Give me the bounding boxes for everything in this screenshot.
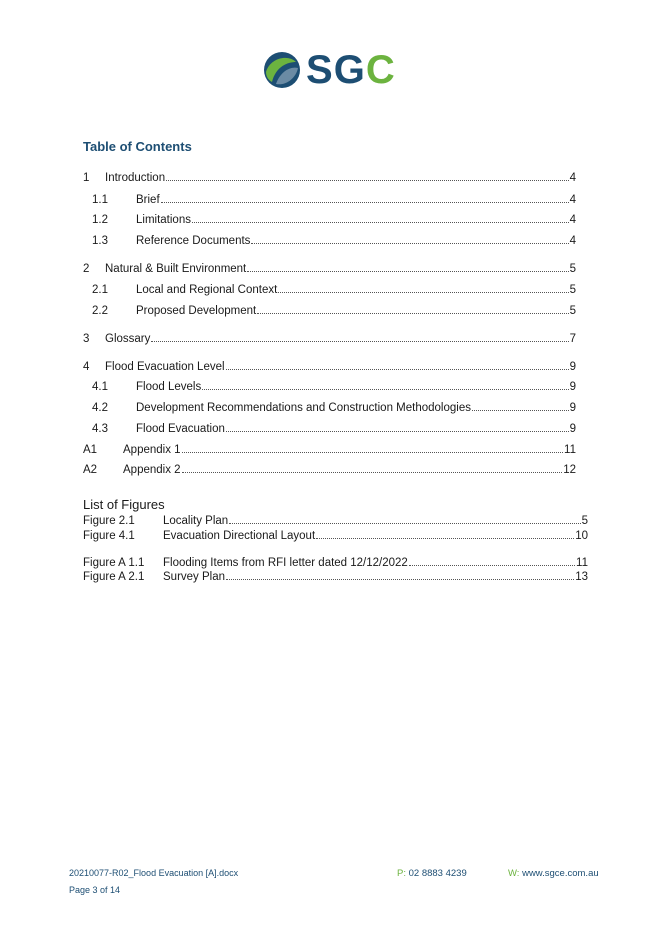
toc-leader-dots: [182, 463, 563, 473]
toc-entry-number: 2.1: [92, 284, 108, 296]
toc-entry-label: Brief: [136, 194, 160, 206]
figure-entry[interactable]: [83, 514, 588, 528]
toc-entry[interactable]: [83, 171, 576, 185]
toc-entry-number: 1.2: [92, 214, 108, 226]
toc-leader-dots: [182, 443, 564, 453]
toc-entry-number: 4.1: [92, 381, 108, 393]
figure-entry-label: Evacuation Directional Layout: [163, 530, 316, 542]
web-label: W:: [508, 868, 520, 879]
toc-entry-label: Introduction: [105, 172, 166, 184]
toc-entry-label: Development Recommendations and Construction Methodologies: [136, 402, 471, 414]
toc-leader-dots: [257, 304, 568, 314]
toc-entry[interactable]: [92, 422, 576, 436]
figure-entry[interactable]: [83, 556, 588, 570]
logo-letter-g: G: [333, 48, 366, 92]
footer-filename: 20210077-R02_Flood Evacuation [A].docx: [69, 868, 239, 878]
toc-entry-page: 9: [569, 402, 576, 414]
sgc-logo: [262, 48, 412, 92]
figure-entry-label: Locality Plan: [163, 515, 229, 527]
toc-entry[interactable]: [83, 262, 576, 276]
toc-leader-dots: [202, 380, 568, 390]
figure-entry-page: 10: [575, 530, 588, 542]
toc-entry[interactable]: [92, 304, 576, 318]
toc-entry-number: 3: [83, 333, 90, 345]
toc-entry[interactable]: [83, 443, 576, 457]
toc-leader-dots: [151, 332, 568, 342]
toc-entry-page: 5: [569, 263, 576, 275]
toc-entry-number: 4: [83, 361, 90, 373]
toc-entry-label: Flood Levels: [136, 381, 202, 393]
toc-entry-label: Limitations: [136, 214, 191, 226]
toc-entry[interactable]: [92, 193, 576, 207]
figure-entry-label: Flooding Items from RFI letter dated 12/12/2022: [163, 557, 408, 569]
figure-leader-dots: [316, 529, 574, 539]
figure-entry-page: 5: [581, 515, 588, 527]
web-url[interactable]: www.sgce.com.au: [522, 868, 599, 879]
toc-entry-label: Proposed Development: [136, 305, 257, 317]
toc-entry-page: 4: [569, 194, 576, 206]
figure-entry-page: 13: [575, 571, 588, 583]
logo-letter-s: S: [306, 48, 334, 92]
toc-entry-number: 4.3: [92, 423, 108, 435]
toc-entry[interactable]: [92, 283, 576, 297]
toc-leader-dots: [226, 422, 569, 432]
toc-entry-number: 1.1: [92, 194, 108, 206]
sgc-leaf-icon: [262, 50, 302, 90]
figure-entry-number: Figure A 1.1: [83, 557, 145, 569]
toc-entry-label: Flood Evacuation Level: [105, 361, 225, 373]
toc-entry-page: 4: [569, 235, 576, 247]
figures-heading: List of Figures: [83, 497, 165, 512]
toc-entry-number: 1: [83, 172, 90, 184]
toc-entry-page: 7: [569, 333, 576, 345]
toc-entry-page: 12: [563, 464, 576, 476]
toc-entry-label: Local and Regional Context: [136, 284, 278, 296]
toc-leader-dots: [192, 213, 569, 223]
toc-entry-label: Natural & Built Environment: [105, 263, 247, 275]
toc-entry-number: 1.3: [92, 235, 108, 247]
toc-leader-dots: [472, 401, 569, 411]
toc-entry[interactable]: [92, 380, 576, 394]
toc-leader-dots: [226, 360, 569, 370]
logo-letter-c: C: [365, 48, 396, 92]
figure-entry-number: Figure 2.1: [83, 515, 135, 527]
toc-heading: Table of Contents: [83, 139, 192, 154]
footer-phone: [397, 868, 467, 879]
toc-entry-label: Appendix 2: [123, 464, 181, 476]
toc-entry-page: 9: [569, 381, 576, 393]
toc-leader-dots: [251, 234, 568, 244]
figure-leader-dots: [226, 570, 574, 580]
figure-entry-number: Figure 4.1: [83, 530, 135, 542]
phone-label: P:: [397, 868, 406, 879]
toc-entry-number: A1: [83, 444, 98, 456]
footer-page-number: Page 3 of 14: [69, 885, 121, 895]
figure-leader-dots: [229, 514, 580, 524]
logo-wordmark: [306, 50, 396, 90]
toc-entry-page: 4: [569, 214, 576, 226]
toc-entry[interactable]: [92, 234, 576, 248]
toc-entry-number: 4.2: [92, 402, 108, 414]
toc-entry[interactable]: [83, 360, 576, 374]
toc-entry-label: Glossary: [105, 333, 151, 345]
toc-leader-dots: [166, 171, 568, 181]
toc-leader-dots: [247, 262, 568, 272]
figure-leader-dots: [409, 556, 575, 566]
toc-entry-page: 5: [569, 284, 576, 296]
figure-entry[interactable]: [83, 529, 588, 543]
toc-leader-dots: [161, 193, 569, 203]
toc-leader-dots: [278, 283, 568, 293]
toc-entry[interactable]: [92, 213, 576, 227]
toc-entry-number: 2.2: [92, 305, 108, 317]
figure-entry-label: Survey Plan: [163, 571, 226, 583]
toc-entry[interactable]: [83, 463, 576, 477]
figure-entry[interactable]: [83, 570, 588, 584]
toc-entry-label: Flood Evacuation: [136, 423, 225, 435]
toc-entry[interactable]: [83, 332, 576, 346]
toc-entry-page: 11: [564, 444, 576, 456]
toc-entry-label: Appendix 1: [123, 444, 181, 456]
toc-entry-page: 5: [569, 305, 576, 317]
toc-entry-page: 4: [569, 172, 576, 184]
toc-entry-label: Reference Documents: [136, 235, 251, 247]
phone-number: 02 8883 4239: [408, 868, 467, 879]
footer-website: [508, 868, 599, 879]
figure-entry-number: Figure A 2.1: [83, 571, 145, 583]
toc-entry-number: A2: [83, 464, 98, 476]
toc-entry[interactable]: [92, 401, 576, 415]
toc-entry-number: 2: [83, 263, 90, 275]
toc-entry-page: 9: [569, 423, 576, 435]
toc-entry-page: 9: [569, 361, 576, 373]
figure-entry-page: 11: [576, 557, 588, 569]
